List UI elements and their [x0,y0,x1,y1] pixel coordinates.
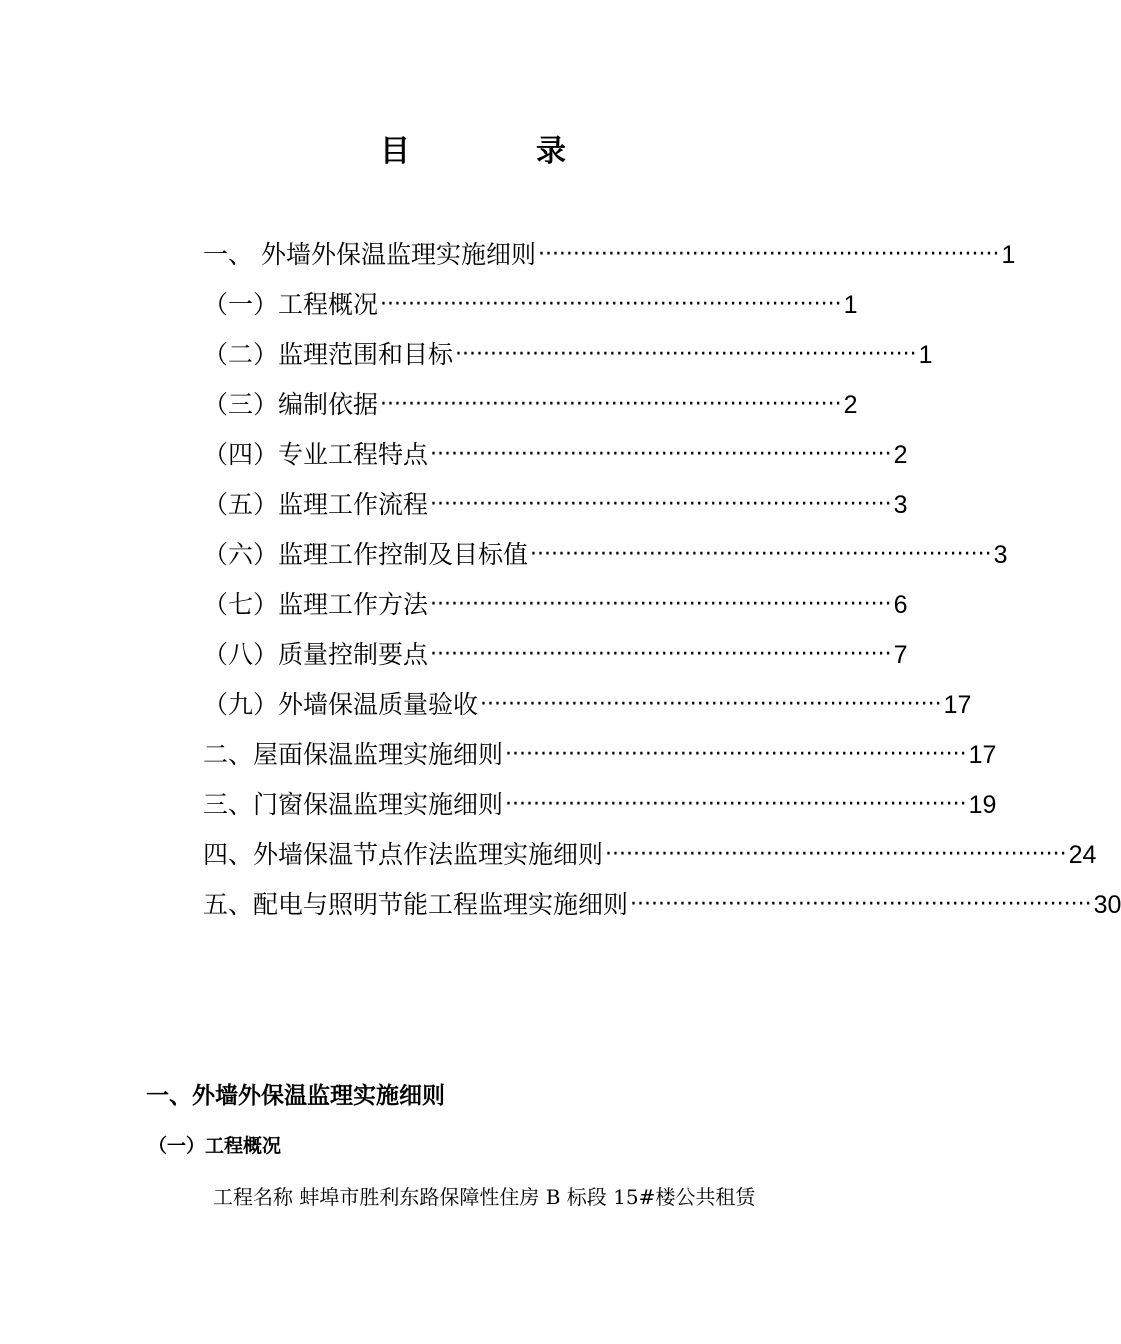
toc-leader-dots: ·································································· [505,792,967,817]
toc-leader-dots: ·································································· [430,492,892,517]
toc-entry-label: （三）编制依据 [203,390,379,419]
toc-entry-page: 1 [918,341,933,369]
toc-entry-label: （九）外墙保温质量验收 [203,690,479,719]
toc-entry-page: 7 [893,641,908,669]
toc-entry-label: （六）监理工作控制及目标值 [203,540,529,569]
toc-entry-label: 二、屋面保温监理实施细则 [203,740,504,769]
toc-entry-label: （五）监理工作流程 [203,490,429,519]
section-heading: 一、外墙外保温监理实施细则 [146,1083,445,1109]
toc-entry[interactable] [203,430,908,480]
toc-entry[interactable] [203,230,1016,280]
toc-entry-page: 17 [968,741,997,769]
toc-entry[interactable] [203,530,1008,580]
toc-leader-dots: ·································································· [380,292,842,317]
toc-entry[interactable] [203,280,858,330]
toc-entry[interactable] [203,880,1121,930]
table-of-contents [203,230,1121,930]
project-name-line: 工程名称 蚌埠市胜利东路保障性住房 B 标段 15#楼公共租赁 [213,1185,756,1209]
toc-entry-label: 三、门窗保温监理实施细则 [203,790,504,819]
toc-leader-dots: ·································································· [430,592,892,617]
toc-entry-label: 五、配电与照明节能工程监理实施细则 [203,890,629,919]
toc-entry-page: 2 [843,391,858,419]
sub-heading: （一）工程概况 [148,1135,282,1157]
toc-entry[interactable] [203,780,997,830]
toc-entry[interactable] [203,830,1097,880]
toc-title: 目 录 [380,134,614,169]
toc-entry-page: 6 [893,591,908,619]
toc-leader-dots: ·································································· [380,392,842,417]
toc-entry-label: （一）工程概况 [203,290,379,319]
toc-entry-page: 3 [993,541,1008,569]
toc-entry[interactable] [203,630,908,680]
toc-leader-dots: ·································································· [430,442,892,467]
toc-entry[interactable] [203,480,908,530]
toc-leader-dots: ·································································· [537,242,1000,267]
toc-entry-page: 19 [968,791,997,819]
toc-entry[interactable] [203,680,972,730]
toc-entry[interactable] [203,380,858,430]
toc-leader-dots: ·································································· [605,842,1067,867]
toc-entry-page: 1 [1001,241,1016,269]
toc-entry-page: 17 [943,691,972,719]
toc-entry-label: 一、 外墙外保温监理实施细则 [203,240,536,269]
toc-leader-dots: ·································································· [630,892,1092,917]
toc-entry-page: 1 [843,291,858,319]
toc-entry-label: （八）质量控制要点 [203,640,429,669]
toc-entry[interactable] [203,330,933,380]
toc-entry-page: 2 [893,441,908,469]
toc-leader-dots: ·································································· [480,692,942,717]
toc-entry[interactable] [203,580,908,630]
toc-leader-dots: ·································································· [430,642,892,667]
toc-leader-dots: ·································································· [530,542,992,567]
toc-entry-label: （四）专业工程特点 [203,440,429,469]
toc-entry-label: 四、外墙保温节点作法监理实施细则 [203,840,604,869]
toc-leader-dots: ·································································· [455,342,917,367]
toc-leader-dots: ·································································· [505,742,967,767]
toc-entry[interactable] [203,730,997,780]
toc-entry-page: 3 [893,491,908,519]
toc-entry-label: （七）监理工作方法 [203,590,429,619]
toc-entry-page: 30 [1093,891,1121,919]
toc-entry-label: （二）监理范围和目标 [203,340,454,369]
toc-entry-page: 24 [1068,841,1097,869]
